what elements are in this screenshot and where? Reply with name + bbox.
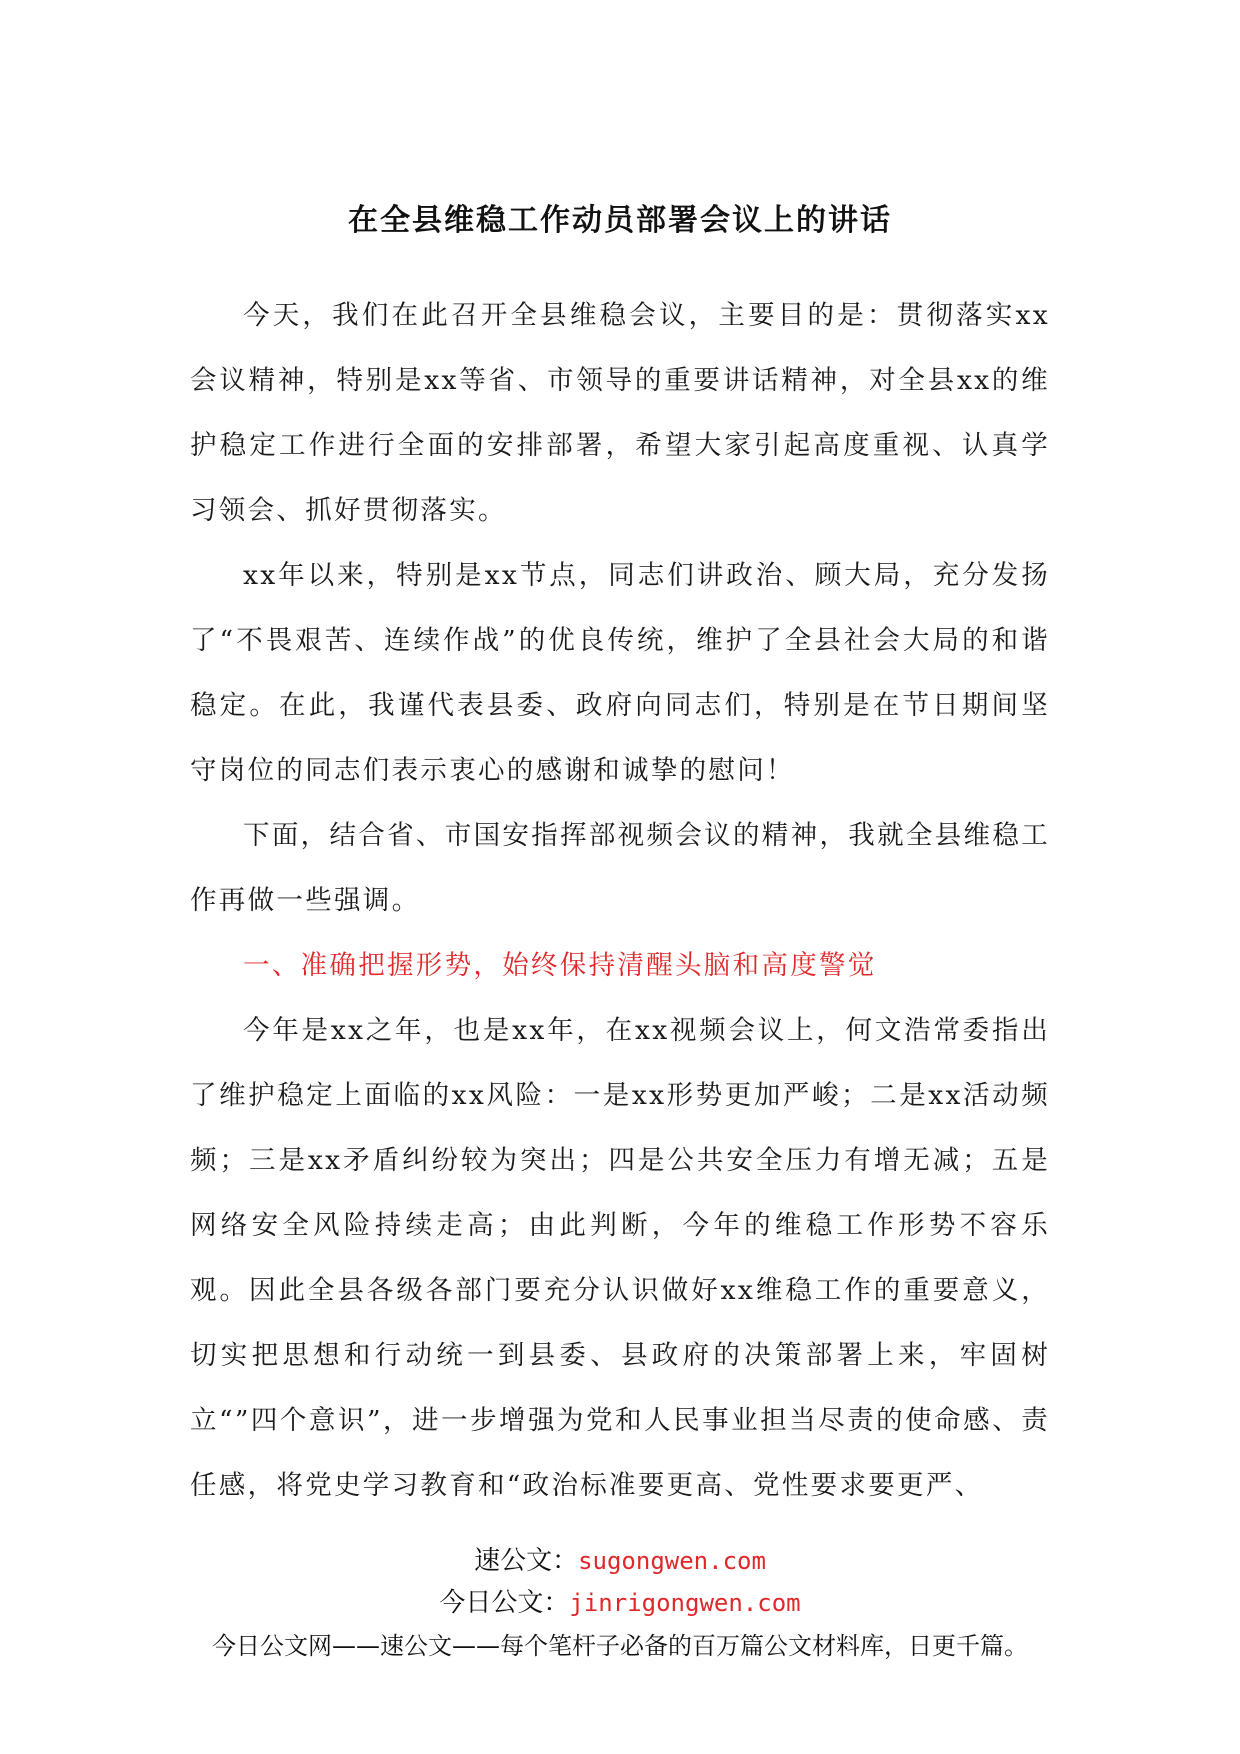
document-title: 在全县维稳工作动员部署会议上的讲话 <box>348 203 892 238</box>
footer-link-sugongwen[interactable]: sugongwen.com <box>578 1547 766 1575</box>
paragraph-transition: 下面，结合省、市国安指挥部视频会议的精神，我就全县维稳工作再做一些强调。 <box>190 820 1050 916</box>
footer-link-jinrigongwen[interactable]: jinrigongwen.com <box>569 1589 801 1617</box>
footer-label-2: 今日公文： <box>439 1588 570 1618</box>
paragraph-thanks: xx年以来，特别是xx节点，同志们讲政治、顾大局，充分发扬了“不畏艰苦、连续作战”的优良传统，维护了全县社会大局的和谐稳定。在此，我谨代表县委、政府向同志们，特别是在节日期间坚守岗位的同志们表示衷心的感谢和诚挚的慰问！ <box>190 560 1050 786</box>
footer-line-jinrigongwen <box>0 1583 1240 1626</box>
footer-line-sugongwen <box>0 1541 1240 1584</box>
footer-label-1: 速公文： <box>474 1546 579 1576</box>
document-body <box>190 283 1050 1518</box>
paragraph-intro: 今天，我们在此召开全县维稳会议，主要目的是：贯彻落实xx会议精神，特别是xx等省、市领导的重要讲话精神，对全县xx的维护稳定工作进行全面的安排部署，希望大家引起高度重视、认真学习领会、抓好贯彻落实。 <box>190 300 1050 526</box>
paragraph-situation: 今年是xx之年，也是xx年，在xx视频会议上，何文浩常委指出了维护稳定上面临的xx风险：一是xx形势更加严峻；二是xx活动频频；三是xx矛盾纠纷较为突出；四是公共安全压力有增无减；五是网络安全风险持续走高；由此判断，今年的维稳工作形势不容乐观。因此全县各级各部门要充分认识做好xx维稳工作的重要意义，切实把思想和行动统一到县委、县政府的决策部署上来，牢固树立“”四个意识”，进一步增强为党和人民事业担当尽责的使命感、责任感，将党史学习教育和“政治标准要更高、党性要求要更严、 <box>190 1015 1050 1501</box>
footer-slogan: 今日公文网——速公文——每个笔杆子必备的百万篇公文材料库，日更千篇。 <box>212 1632 1028 1660</box>
section-heading-1: 一、准确把握形势，始终保持清醒头脑和高度警觉 <box>243 950 877 981</box>
